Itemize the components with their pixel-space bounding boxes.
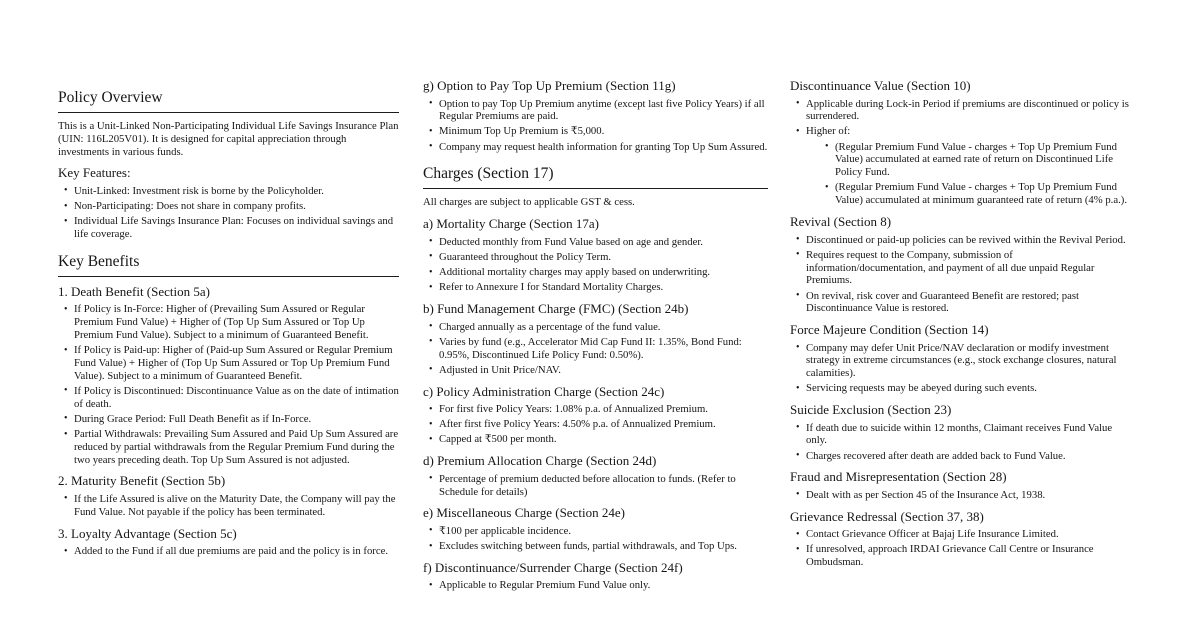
bullet-item [423,418,768,431]
bullet-item [790,98,1134,124]
bullet-text: Varies by fund (e.g., Accelerator Mid Cap Fund II: 1.35%, Bond Fund: 0.95%, Discontinued Life Policy Fund: 0.50%). [439,335,742,361]
bullet-text: Partial Withdrawals: Prevailing Sum Assured and Paid Up Sum Assured are reduced by partial withdrawals from the Regular Premium Fund during the two years preceding death. Top Up Sum Assured is not adjusted. [74,428,399,466]
bullet-icon: • [796,125,800,137]
bullet-item [790,422,1134,448]
bullet-icon: • [64,200,68,212]
bullet-list [790,528,1134,569]
bullet-item [423,251,768,264]
subsection-heading: Key Features: [58,165,131,181]
subsection-heading: a) Mortality Charge (Section 17a) [423,216,599,232]
bullet-item [790,528,1134,541]
subsection-heading: 1. Death Benefit (Section 5a) [58,283,210,299]
bullet-list [790,98,1134,208]
bullet-item [423,579,768,592]
bullet-icon: • [64,545,68,557]
bullet-item [423,525,768,538]
bullet-list [423,98,768,154]
bullet-list [790,489,1134,502]
bullet-text: If Policy is Discontinued: Discontinuance Value as on the date of intimation of death. [74,384,399,410]
bullet-item [790,382,1134,395]
bullet-icon: • [429,321,433,333]
bullet-icon: • [64,303,68,315]
bullet-text: Company may defer Unit Price/NAV declaration or modify investment strategy in extreme circumstances (e.g., stock exchange closures, natural calamities). [806,341,1117,380]
bullet-text: On revival, risk cover and Guaranteed Benefit are restored; past Discontinuance Value is restored. [806,289,1080,315]
sub-bullet-item [819,181,1134,207]
bullet-icon: • [429,525,433,537]
body-paragraph: All charges are subject to applicable GST & cess. [423,196,635,209]
bullet-text: Individual Life Savings Insurance Plan: Focuses on individual savings and life coverage. [74,215,394,241]
bullet-text: ₹100 per applicable incidence. [439,524,572,537]
bullet-item [790,234,1134,247]
section-heading: Key Benefits [58,252,399,277]
bullet-item [58,385,399,411]
bullet-text: During Grace Period: Full Death Benefit as if In-Force. [74,412,312,425]
bullet-icon: • [429,125,433,137]
nested-bullet-list [819,141,1134,207]
bullet-item [58,200,399,213]
bullet-text: Dealt with as per Section 45 of the Insurance Act, 1938. [806,488,1046,501]
bullet-item [790,543,1134,569]
bullet-text: Capped at ₹500 per month. [439,433,557,446]
bullet-list [423,403,768,446]
bullet-icon: • [64,344,68,356]
bullet-text: If Policy is Paid-up: Higher of (Paid-up Sum Assured or Regular Premium Fund Value) + Higher of (Top Up Sum Assured or Top Up Premium Fund Value). Subject to a minimum of Guaranteed Benefit. [74,344,393,382]
bullet-icon: • [64,413,68,425]
bullet-icon: • [429,403,433,415]
bullet-item [423,321,768,334]
bullet-text: Charges recovered after death are added back to Fund Value. [806,449,1066,462]
bullet-list [58,185,399,241]
subsection-heading: 3. Loyalty Advantage (Section 5c) [58,525,237,541]
bullet-icon: • [796,342,800,354]
bullet-item [58,185,399,198]
column-right [790,71,1134,571]
bullet-list [790,342,1134,396]
subsection-heading: c) Policy Administration Charge (Section 24c) [423,383,665,399]
bullet-icon: • [796,249,800,261]
bullet-icon: • [429,364,433,376]
bullet-icon: • [429,418,433,430]
bullet-text: Minimum Top Up Premium is ₹5,000. [439,125,605,138]
bullet-icon: • [429,236,433,248]
bullet-text: Charged annually as a percentage of the fund value. [439,320,661,333]
bullet-text: If death due to suicide within 12 months, Claimant receives Fund Value only. [806,421,1113,447]
bullet-text: If unresolved, approach IRDAI Grievance Call Centre or Insurance Ombudsman. [806,543,1094,569]
subsection-heading: Force Majeure Condition (Section 14) [790,322,989,338]
bullet-text: If the Life Assured is alive on the Maturity Date, the Company will pay the Fund Value. Not payable if the policy has been terminated. [74,492,396,518]
bullet-item [423,125,768,138]
bullet-icon: • [796,98,800,109]
body-paragraph: This is a Unit-Linked Non-Participating Individual Life Savings Insurance Plan (UIN: 116L205V01). It is designed for capital appreciation through investments in various funds. [58,120,399,158]
bullet-item [58,413,399,426]
bullet-icon: • [429,540,433,552]
bullet-icon: • [796,382,800,394]
bullet-icon: • [429,141,433,153]
bullet-item [58,303,399,341]
bullet-item [423,266,768,279]
bullet-text: Refer to Annexure I for Standard Mortality Charges. [439,281,664,294]
bullet-icon: • [796,489,800,501]
bullet-list [423,579,768,592]
subsection-heading: d) Premium Allocation Charge (Section 24d) [423,453,657,469]
column-middle [423,71,768,595]
bullet-item [423,403,768,416]
bullet-item [423,364,768,377]
bullet-text: Unit-Linked: Investment risk is borne by the Policyholder. [74,184,324,197]
section-heading: Charges (Section 17) [423,164,768,189]
column-left [58,71,399,560]
bullet-icon: • [429,266,433,278]
bullet-text: Added to the Fund if all due premiums are paid and the policy is in force. [74,545,389,558]
bullet-icon: • [64,493,68,505]
bullet-item [58,545,399,558]
bullet-text: Discontinued or paid-up policies can be revived within the Revival Period. [806,233,1126,246]
bullet-text: Option to pay Top Up Premium anytime (except last five Policy Years) if all Regular Premiums are paid. [439,97,765,123]
bullet-item [58,344,399,382]
bullet-text: (Regular Premium Fund Value - charges + Top Up Premium Fund Value) accumulated at minimum guaranteed rate of return (4% p.a.). [835,181,1128,207]
bullet-item [790,342,1134,380]
bullet-item [58,493,399,519]
bullet-text: (Regular Premium Fund Value - charges + Top Up Premium Fund Value) accumulated at earned rate of return on Discontinued Life Policy Fund. [835,140,1117,179]
bullet-icon: • [429,579,433,591]
bullet-item [58,428,399,466]
bullet-icon: • [796,543,800,555]
bullet-icon: • [796,450,800,462]
bullet-item [423,98,768,124]
bullet-text: Company may request health information for granting Top Up Sum Assured. [439,140,768,153]
bullet-text: Contact Grievance Officer at Bajaj Life Insurance Limited. [806,528,1059,541]
bullet-list [423,236,768,294]
bullet-text: Deducted monthly from Fund Value based on age and gender. [439,235,703,248]
subsection-heading: b) Fund Management Charge (FMC) (Section 24b) [423,301,689,317]
bullet-list [58,545,399,558]
bullet-icon: • [825,181,829,193]
subsection-heading: 2. Maturity Benefit (Section 5b) [58,473,226,489]
subsection-heading: Suicide Exclusion (Section 23) [790,402,952,418]
bullet-list [423,321,768,377]
bullet-text: For first five Policy Years: 1.08% p.a. of Annualized Premium. [439,403,708,416]
bullet-text: Percentage of premium deducted before allocation to funds. (Refer to Schedule for details) [439,472,736,498]
bullet-icon: • [825,141,829,153]
bullet-icon: • [796,528,800,540]
bullet-item [790,489,1134,502]
bullet-text: After first five Policy Years: 4.50% p.a. of Annualized Premium. [439,418,716,431]
bullet-list [58,303,399,466]
subsection-heading: f) Discontinuance/Surrender Charge (Section 24f) [423,559,683,575]
bullet-list [790,422,1134,463]
bullet-text: Higher of: [806,125,851,138]
subsection-heading: Revival (Section 8) [790,214,892,230]
bullet-item [423,336,768,362]
bullet-list [58,493,399,519]
bullet-icon: • [64,428,68,440]
bullet-icon: • [64,215,68,227]
bullet-item [423,281,768,294]
bullet-icon: • [429,281,433,293]
sub-bullet-item [819,141,1134,179]
bullet-text: Non-Participating: Does not share in company profits. [74,200,306,213]
bullet-text: Applicable during Lock-in Period if premiums are discontinued or policy is surrendered. [806,97,1129,123]
bullet-text: Servicing requests may be abeyed during such events. [806,382,1037,395]
subsection-heading: g) Option to Pay Top Up Premium (Section 11g) [423,78,676,93]
bullet-icon: • [64,185,68,197]
bullet-item [423,540,768,553]
bullet-item [423,433,768,446]
bullet-icon: • [429,98,433,109]
bullet-list [423,525,768,553]
bullet-icon: • [429,433,433,445]
bullet-text: Guaranteed throughout the Policy Term. [439,250,612,263]
bullet-item [790,450,1134,463]
bullet-list [790,234,1134,316]
subsection-heading: Grievance Redressal (Section 37, 38) [790,508,984,524]
bullet-icon: • [796,290,800,302]
subsection-heading: e) Miscellaneous Charge (Section 24e) [423,505,625,521]
bullet-icon: • [796,234,800,246]
bullet-icon: • [429,251,433,263]
bullet-list [423,473,768,499]
bullet-item [423,141,768,154]
bullet-item [423,473,768,499]
bullet-icon: • [429,336,433,348]
bullet-item [790,249,1134,287]
bullet-item [58,215,399,241]
bullet-icon: • [796,422,800,434]
bullet-text: Applicable to Regular Premium Fund Value only. [439,579,651,592]
bullet-text: If Policy is In-Force: Higher of (Prevailing Sum Assured or Regular Premium Fund Value) + Higher of (Top Up Sum Assured or Top Up Premium Fund Value). Subject to a minimum of Guaranteed Benefit. [74,303,369,341]
bullet-text: Excludes switching between funds, partial withdrawals, and Top Ups. [439,540,737,553]
bullet-icon: • [429,473,433,485]
bullet-item [790,125,1134,207]
bullet-item [423,236,768,249]
section-heading: Policy Overview [58,88,399,113]
bullet-text: Adjusted in Unit Price/NAV. [439,363,561,376]
bullet-text: Requires request to the Company, submission of information/documentation, and payment of all due unpaid Regular Premiums. [806,248,1095,287]
bullet-icon: • [64,385,68,397]
bullet-item [790,290,1134,316]
bullet-text: Additional mortality charges may apply based on underwriting. [439,266,711,279]
subsection-heading: Discontinuance Value (Section 10) [790,78,971,93]
subsection-heading: Fraud and Misrepresentation (Section 28) [790,469,1007,485]
